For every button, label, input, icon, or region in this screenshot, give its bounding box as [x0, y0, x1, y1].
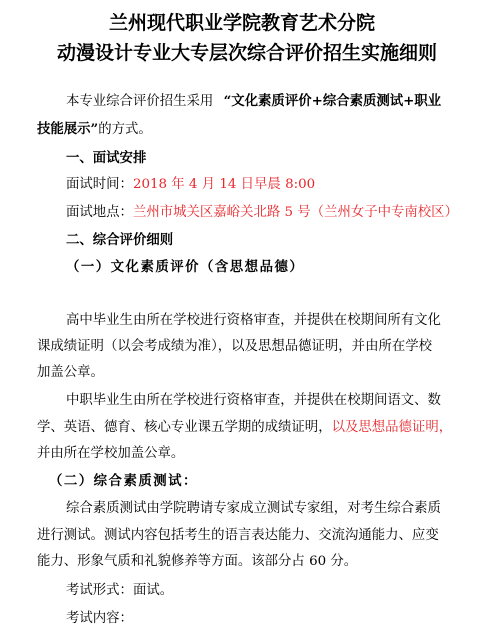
para-high-school-line3: 加盖公章。: [37, 365, 104, 380]
interview-time: [66, 176, 315, 194]
para-vocational-highlight: 以及思想品德证明，: [331, 420, 453, 435]
intro-method-end: 技能展示”: [37, 121, 99, 137]
subsection-heading-culture: （一）文化素质评价（含思想品德）: [66, 259, 305, 275]
subsection-heading-test: （二）综合素质测试：: [49, 473, 198, 489]
intro-text: 本专业综合评价招生采用: [66, 94, 214, 109]
interview-time-label: 面试时间：: [66, 177, 133, 192]
para-test-line1: 综合素质测试由学院聘请专家成立测试专家组，对考生综合素质: [66, 501, 441, 516]
interview-time-value: 2018 年 4 月 14 日早晨 8:00: [132, 177, 316, 192]
para-high-school-line1: 高中毕业生由所在学校进行资格审查，并提供在校期间所有文化: [66, 313, 441, 328]
para-vocational-line3: 并由所在学校加盖公章。: [37, 446, 185, 461]
intro-method: “文化素质评价+综合素质测试+职业: [223, 93, 442, 109]
section-heading-interview: 一、面试安排: [66, 150, 147, 166]
para-test-line2: 进行测试。测试内容包括考生的语言表达能力、交流沟通能力、应变: [37, 528, 439, 543]
intro-line-2: [37, 120, 152, 139]
document-title-line1: 兰州现代职业学院教育艺术分院: [109, 12, 376, 34]
intro-line-1: [66, 92, 441, 111]
para-vocational-text: 学、英语、德育、核心专业课五学期的成绩证明，: [37, 420, 332, 435]
interview-place-value: 兰州市城关区嘉峪关北路 5 号（兰州女子中专南校区）: [132, 205, 458, 220]
para-high-school-line2: 课成绩证明（以会考成绩为准），以及思想品德证明，并由所在学校: [37, 339, 433, 354]
intro-text-end: 的方式。: [98, 122, 152, 137]
para-vocational-line2: [37, 419, 452, 437]
interview-place: [66, 204, 458, 222]
document-title-line2: 动漫设计专业大专层次综合评价招生实施细则: [57, 42, 438, 64]
test-content: 考试内容：: [66, 611, 133, 626]
interview-place-label: 面试地点：: [66, 205, 133, 220]
para-vocational-line1: 中职毕业生由所在学校进行资格审查，并提供在校期间语文、数: [66, 393, 441, 408]
section-heading-evaluation: 二、综合评价细则: [66, 232, 174, 248]
para-test-line3: 能力、形象气质和礼貌修养等方面。该部分占 60 分。: [37, 554, 358, 569]
test-form: 考试形式：面试。: [66, 583, 174, 598]
